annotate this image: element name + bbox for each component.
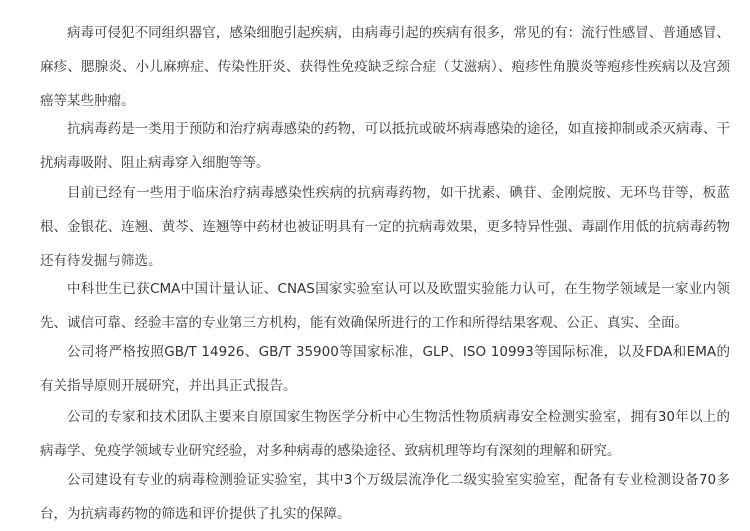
- paragraph-virus-diseases: 病毒可侵犯不同组织器官，感染细胞引起疾病，由病毒引起的疾病有很多，常见的有：流行性感冒、普通感冒、麻疹、腮腺炎、小儿麻痹症、传染性肝炎、获得性免疫缺乏综合症（艾滋病）、疱疹性角膜炎等疱疹性疾病以及宫颈癌等某些肿瘤。: [40, 25, 730, 109]
- paragraph-current-antiviral-drugs: 目前已经有一些用于临床治疗病毒感染性疾病的抗病毒药物，如干扰素、碘苷、金刚烷胺、无环鸟苷等，板蓝根、金银花、连翘、黄芩、连翘等中药材也被证明具有一定的抗病毒效果，更多特异性强、毒副作用低的抗病毒药物还有待发掘与筛选。: [40, 185, 730, 269]
- paragraph-laboratory: 公司建设有专业的病毒检测验证实验室，其中3个万级层流净化二级实验室实验室，配备有专业检测设备70多台，为抗病毒药物的筛选和评价提供了扎实的保障。: [40, 472, 730, 522]
- paragraph-expert-team: 公司的专家和技术团队主要来自原国家生物医学分析中心生物活性物质病毒安全检测实验室，拥有30年以上的病毒学、免疫学领域专业研究经验，对多种病毒的感染途径、致病机理等均有深刻的理解和研究。: [40, 409, 730, 459]
- paragraph-certifications: 中科世生已获CMA中国计量认证、CNAS国家实验室认可以及欧盟实验能力认可，在生物学领域是一家业内领先、诚信可靠、经验丰富的专业第三方机构，能有效确保所进行的工作和所得结果客观、公正、真实、全面。: [40, 281, 730, 331]
- paragraph-antiviral-definition: 抗病毒药是一类用于预防和治疗病毒感染的药物，可以抵抗或破坏病毒感染的途径，如直接抑制或杀灭病毒、干扰病毒吸附、阻止病毒穿入细胞等等。: [40, 121, 730, 171]
- paragraph-standards: 公司将严格按照GB/T 14926、GB/T 35900等国家标准，GLP、ISO 10993等国际标准，以及FDA和EMA的有关指导原则开展研究，并出具正式报告。: [40, 344, 730, 394]
